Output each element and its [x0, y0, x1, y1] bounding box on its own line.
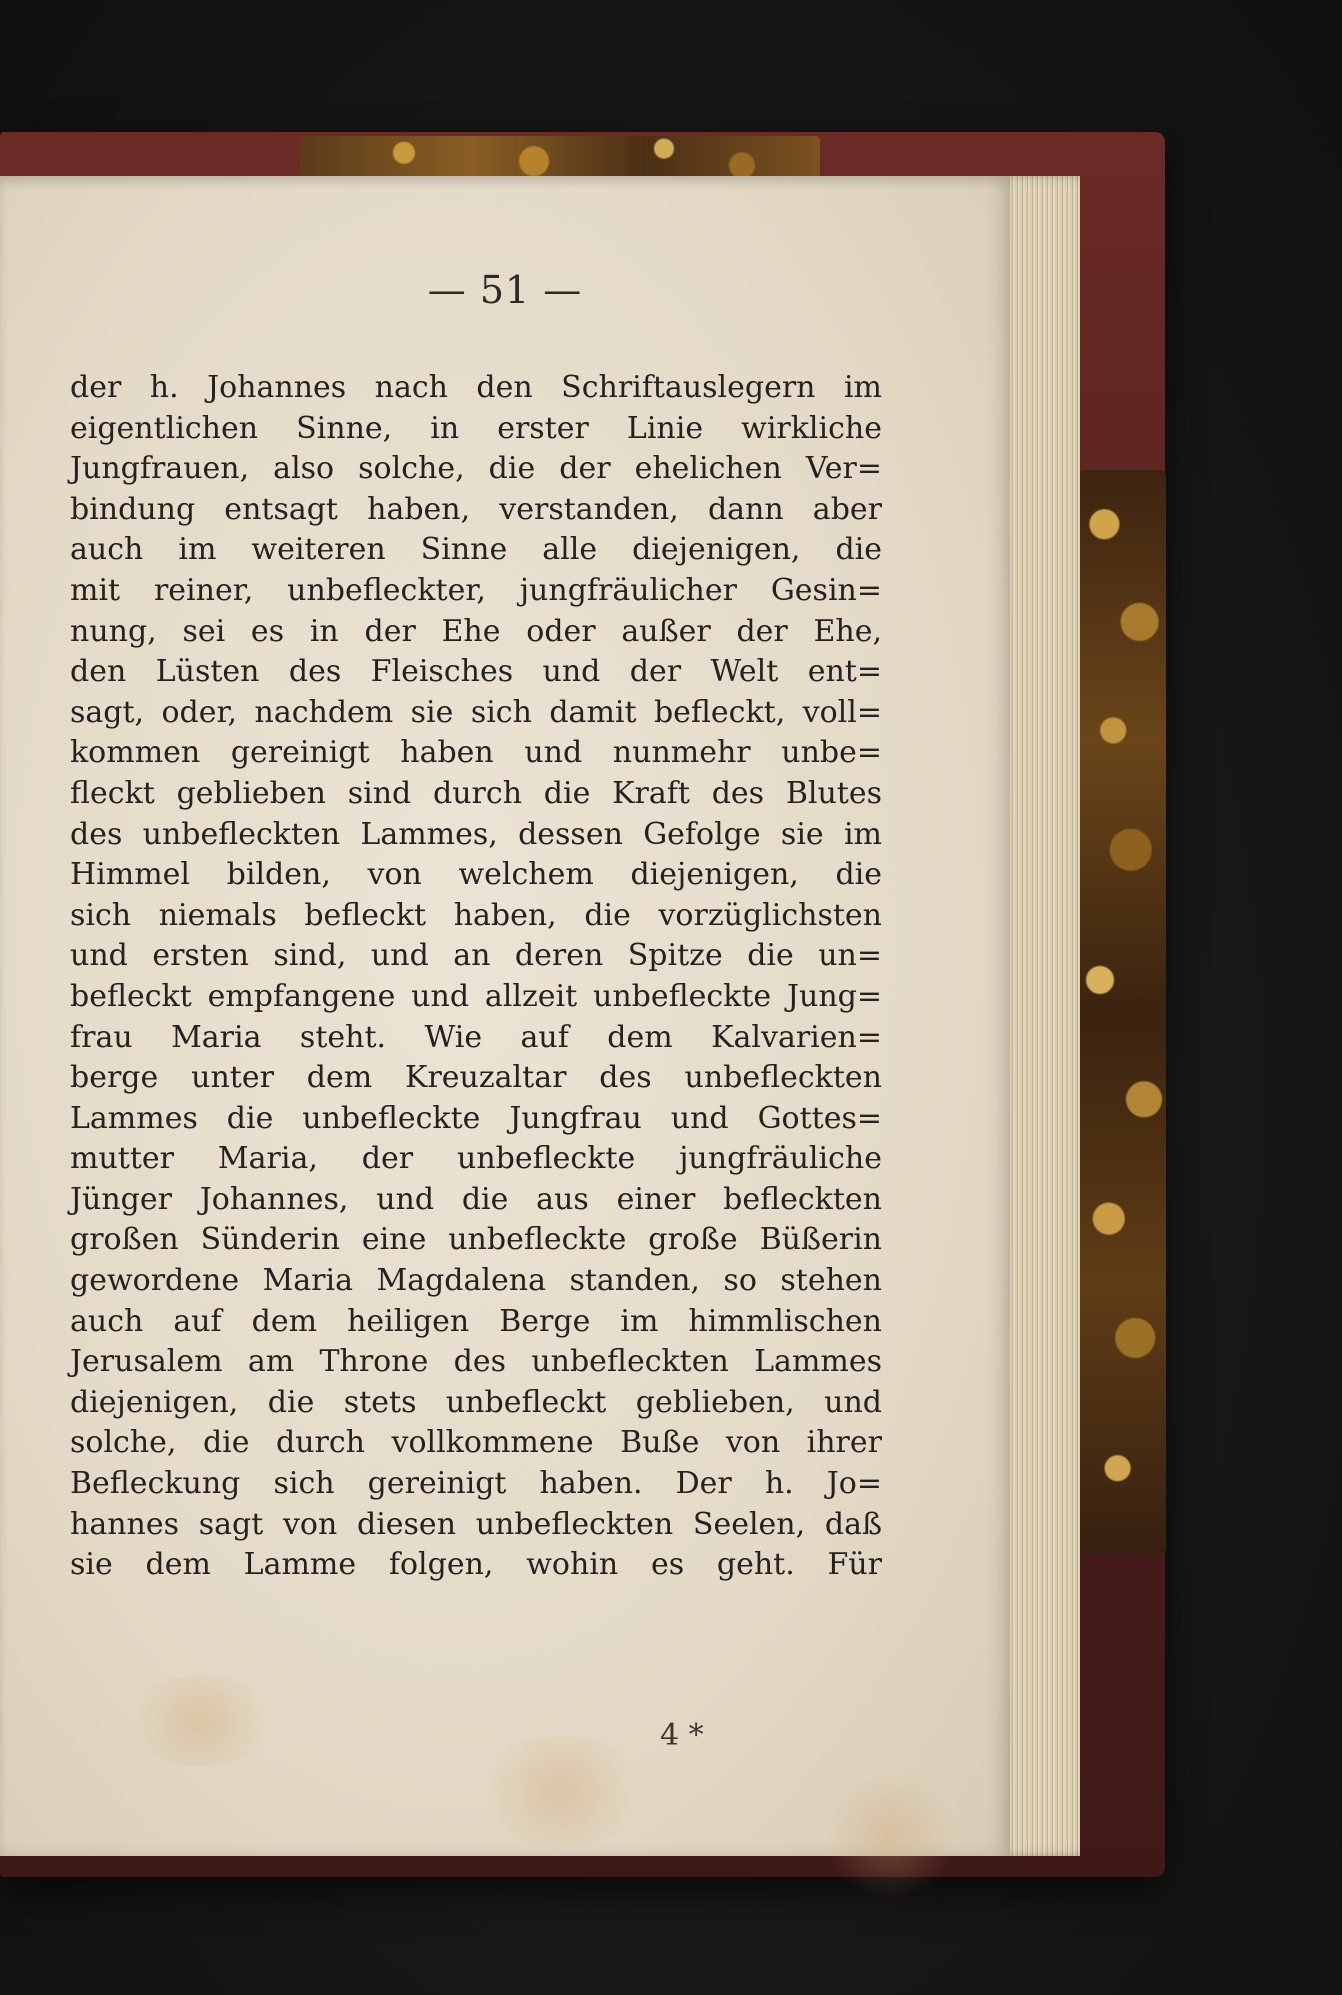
- marbled-endpaper-top: [300, 136, 820, 178]
- text-line: großen Sünderin eine unbefleckte große Büßerin: [70, 1222, 882, 1258]
- text-line: und ersten sind, und an deren Spitze die un=: [70, 938, 882, 974]
- page-stain: [470, 1736, 650, 1846]
- text-line: den Lüsten des Fleisches und der Welt ent=: [70, 654, 882, 690]
- text-line: solche, die durch vollkommene Buße von ihrer: [70, 1425, 882, 1461]
- text-line: bindung entsagt haben, verstanden, dann aber: [70, 491, 882, 527]
- text-line: des unbefleckten Lammes, dessen Gefolge sie im: [70, 816, 882, 852]
- text-line: Lammes die unbefleckte Jungfrau und Gottes=: [70, 1100, 882, 1136]
- text-line: auch auf dem heiligen Berge im himmlischen: [70, 1303, 882, 1339]
- text-line: Jungfrauen, also solche, die der ehelichen Ver=: [70, 451, 882, 487]
- signature-mark: 4 *: [660, 1718, 704, 1753]
- page-number: — 51 —: [427, 268, 583, 312]
- text-line: gewordene Maria Magdalena standen, so stehen: [70, 1263, 882, 1299]
- text-line: eigentlichen Sinne, in erster Linie wirkliche: [70, 410, 882, 446]
- text-line: sie dem Lamme folgen, wohin es geht. Für: [70, 1547, 882, 1583]
- text-line: sagt, oder, nachdem sie sich damit befleckt, voll=: [70, 694, 882, 730]
- text-line: der h. Johannes nach den Schriftauslegern im: [70, 370, 882, 405]
- marbled-endpaper-edge: [1078, 470, 1166, 1555]
- text-line: auch im weiteren Sinne alle diejenigen, die: [70, 532, 882, 568]
- text-line: hannes sagt von diesen unbefleckten Seelen, daß: [70, 1506, 882, 1542]
- text-line: Jünger Johannes, und die aus einer befleckten: [70, 1181, 882, 1217]
- text-line: diejenigen, die stets unbefleckt geblieben, und: [70, 1384, 882, 1420]
- text-line: frau Maria steht. Wie auf dem Kalvarien=: [70, 1019, 882, 1055]
- text-line: Jerusalem am Throne des unbefleckten Lammes: [70, 1344, 882, 1380]
- page-body-text: [70, 368, 882, 1586]
- text-line: berge unter dem Kreuzaltar des unbefleckten: [70, 1060, 882, 1096]
- text-line: nung, sei es in der Ehe oder außer der Ehe,: [70, 613, 882, 649]
- text-line: sich niemals befleckt haben, die vorzüglichsten: [70, 897, 882, 933]
- text-line: kommen gereinigt haben und nunmehr unbe=: [70, 735, 882, 771]
- text-line: Himmel bilden, von welchem diejenigen, die: [70, 857, 882, 893]
- text-line: mutter Maria, der unbefleckte jungfräuliche: [70, 1141, 882, 1177]
- page-stain: [820, 1776, 960, 1896]
- text-line: befleckt empfangene und allzeit unbefleckte Jung=: [70, 978, 882, 1014]
- page-stain: [120, 1676, 280, 1766]
- text-line: fleckt geblieben sind durch die Kraft des Blutes: [70, 775, 882, 811]
- text-line: mit reiner, unbefleckter, jungfräulicher Gesin=: [70, 572, 882, 608]
- text-line: Befleckung sich gereinigt haben. Der h. Jo=: [70, 1466, 882, 1502]
